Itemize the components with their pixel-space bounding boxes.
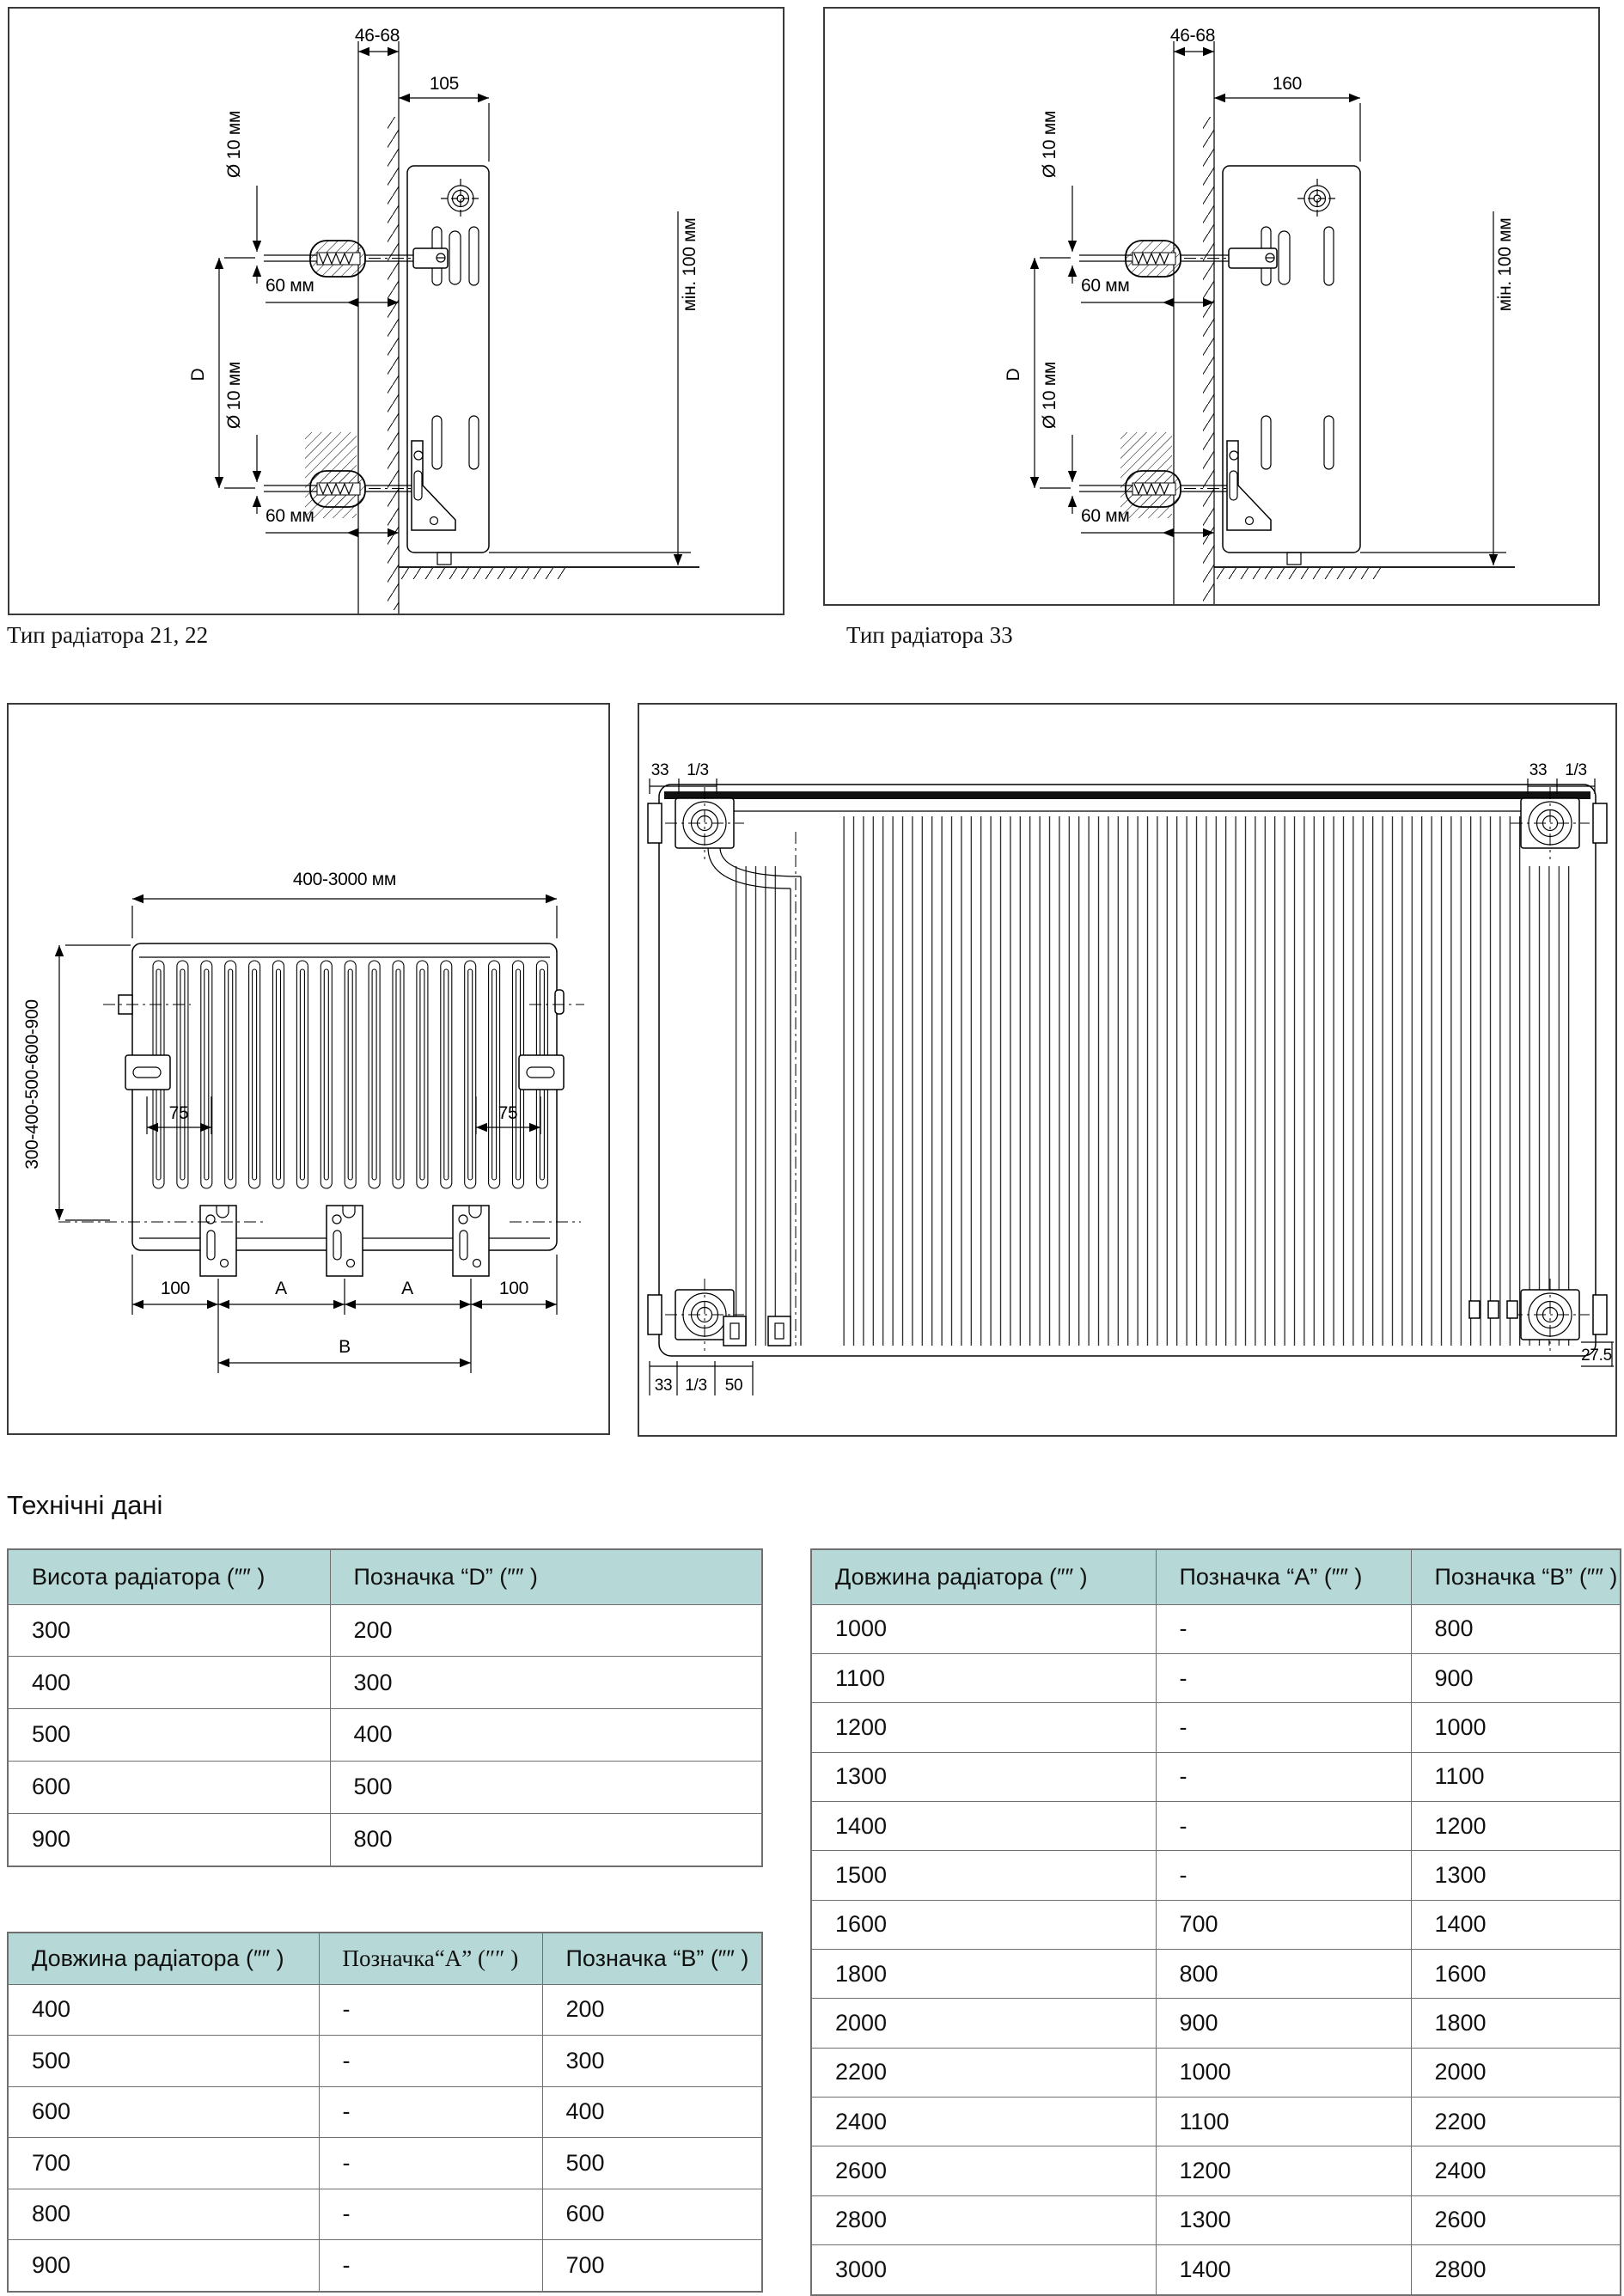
table-cell: 1100 (1156, 2098, 1411, 2146)
table-cell: - (319, 2036, 542, 2087)
table-row (8, 2240, 762, 2293)
table-cell: - (1156, 1653, 1411, 1702)
table-cell: 2200 (1411, 2098, 1621, 2146)
diagram-rear-view (638, 703, 1617, 1437)
table-cell: 900 (8, 2240, 319, 2293)
table-cell: 700 (1156, 1900, 1411, 1949)
dimension-label: A (401, 1279, 413, 1298)
dimension-label: Ø 10 мм (224, 361, 244, 430)
section-title: Технічні дані (7, 1490, 163, 1520)
table-row (811, 2245, 1621, 2295)
dimension-label: 75 (498, 1103, 518, 1123)
table-cell: 1400 (1411, 1900, 1621, 1949)
table-cell: 1300 (1411, 1851, 1621, 1900)
table-cell: 2200 (811, 2048, 1156, 2097)
table-cell: 1200 (1156, 2146, 1411, 2195)
table-cell: 900 (8, 1813, 330, 1866)
table-cell: 1800 (1411, 1999, 1621, 2048)
diagram-side-view-21-22 (8, 7, 785, 615)
diagram-side-view-33 (823, 7, 1600, 606)
dimension-label: 46-68 (354, 26, 400, 46)
column-header: Довжина радіатора (″″ ) (8, 1933, 319, 1984)
table-row (8, 2086, 762, 2138)
table-row (8, 1709, 762, 1762)
dimension-label: D (188, 368, 208, 382)
rear-view-drawing (638, 703, 1617, 1437)
column-header: Висота радіатора (″″ ) (8, 1549, 330, 1604)
table-cell: - (319, 2138, 542, 2189)
table-cell: 1000 (811, 1604, 1156, 1653)
table-cell: 400 (330, 1709, 762, 1762)
column-header: Позначка “D” (″″ ) (330, 1549, 762, 1604)
table-cell: - (319, 1984, 542, 2036)
table-cell: 400 (8, 1657, 330, 1709)
table-cell: - (319, 2189, 542, 2240)
caption-diagram-21-22: Тип радіатора 21, 22 (7, 622, 209, 648)
dimension-label: 300-400-500-600-900 (22, 999, 42, 1169)
table-row (811, 2195, 1621, 2244)
dimension-label: 100 (498, 1279, 529, 1298)
dimension-label: 60 мм (1081, 276, 1130, 296)
table-cell: 1000 (1156, 2048, 1411, 2097)
dimension-label: 400-3000 мм (292, 870, 397, 889)
table-cell: 1500 (811, 1851, 1156, 1900)
dimension-label: 1/3 (685, 1377, 707, 1395)
table-row (8, 1984, 762, 2036)
dimension-label: 1/3 (687, 761, 709, 779)
table-row (811, 1752, 1621, 1801)
table-cell: 1300 (811, 1752, 1156, 1801)
table-row (8, 2189, 762, 2240)
table-height-marks (7, 1548, 763, 1867)
table-length-marks-small (7, 1932, 763, 2293)
dimension-label: 50 (724, 1377, 743, 1395)
table-cell: 200 (330, 1604, 762, 1657)
table-cell: - (1156, 1604, 1411, 1653)
table-cell: 2400 (1411, 2146, 1621, 2195)
table-cell: 700 (542, 2240, 762, 2293)
dimension-label: Ø 10 мм (1040, 361, 1059, 430)
table-cell: 500 (8, 2036, 319, 2087)
dimension-label: 46-68 (1169, 26, 1216, 46)
table-cell: - (1156, 1801, 1411, 1850)
table-row (8, 1657, 762, 1709)
dimension-label: 33 (650, 761, 669, 779)
table-cell: 200 (542, 1984, 762, 2036)
dimension-label: 100 (160, 1279, 191, 1298)
dimension-label: 33 (654, 1377, 673, 1395)
dimension-label: Ø 10 мм (1040, 110, 1059, 179)
table-cell: 400 (8, 1984, 319, 2036)
table-cell: - (1156, 1703, 1411, 1752)
table-cell: 2800 (1411, 2245, 1621, 2295)
dimension-label: A (275, 1279, 287, 1298)
table-cell: 900 (1411, 1653, 1621, 1702)
dimension-label: 27.5 (1581, 1346, 1612, 1365)
table-cell: 1400 (1156, 2245, 1411, 2295)
dimension-label: D (1004, 368, 1023, 382)
dimension-label: 160 (1272, 74, 1303, 94)
table-cell: 700 (8, 2138, 319, 2189)
table-cell: - (1156, 1752, 1411, 1801)
table-cell: 2600 (811, 2146, 1156, 2195)
column-header: Позначка “А” (″″ ) (1156, 1549, 1411, 1604)
table-cell: - (1156, 1851, 1411, 1900)
dimension-label: B (339, 1337, 351, 1357)
table-cell: 500 (8, 1709, 330, 1762)
table-cell: 1200 (811, 1703, 1156, 1752)
side-view-33-drawing (823, 7, 1600, 606)
table-row (811, 1604, 1621, 1653)
table-cell: 1000 (1411, 1703, 1621, 1752)
table-row (8, 2138, 762, 2189)
table-cell: 1200 (1411, 1801, 1621, 1850)
side-view-21-22-drawing (8, 7, 785, 615)
dimension-label: 105 (429, 74, 460, 94)
table-cell: 800 (1156, 1950, 1411, 1999)
table-cell: - (319, 2240, 542, 2293)
table-cell: 600 (8, 2086, 319, 2138)
table-cell: 300 (542, 2036, 762, 2087)
table-row (811, 2098, 1621, 2146)
table-row (811, 1999, 1621, 2048)
table-row (8, 2036, 762, 2087)
table-cell: 300 (330, 1657, 762, 1709)
table-row (811, 1950, 1621, 1999)
column-header: Позначка “В” (″″ ) (1411, 1549, 1621, 1604)
table-row (811, 1703, 1621, 1752)
table-cell: 1600 (811, 1900, 1156, 1949)
dimension-label: Ø 10 мм (224, 110, 244, 179)
table-header-row (8, 1933, 762, 1984)
table-cell: 2600 (1411, 2195, 1621, 2244)
table-cell: 1400 (811, 1801, 1156, 1850)
caption-diagram-33: Тип радіатора 33 (846, 622, 1013, 648)
table-cell: 1100 (1411, 1752, 1621, 1801)
table-row (811, 1653, 1621, 1702)
table-cell: 2000 (1411, 2048, 1621, 2097)
table-cell: 1800 (811, 1950, 1156, 1999)
dimension-label: мін. 100 мм (680, 217, 699, 312)
dimension-label: 33 (1529, 761, 1548, 779)
table-cell: 400 (542, 2086, 762, 2138)
table-header-row (8, 1549, 762, 1604)
table-row (811, 1801, 1621, 1850)
diagram-front-view (7, 703, 610, 1435)
front-view-drawing (7, 703, 610, 1435)
table-row (8, 1604, 762, 1657)
column-header: Позначка“А” (″″ ) (319, 1933, 542, 1984)
table-cell: 600 (8, 1761, 330, 1813)
table-cell: 800 (1411, 1604, 1621, 1653)
table-cell: 3000 (811, 2245, 1156, 2295)
table-row (8, 1813, 762, 1866)
table-length-marks-large (810, 1548, 1621, 2296)
column-header: Позначка “В” (″″ ) (542, 1933, 762, 1984)
table-cell: 800 (330, 1813, 762, 1866)
dimension-label: 60 мм (266, 506, 314, 526)
table-row (811, 2048, 1621, 2097)
table-row (8, 1761, 762, 1813)
table-cell: 2800 (811, 2195, 1156, 2244)
table-cell: 500 (330, 1761, 762, 1813)
table-cell: - (319, 2086, 542, 2138)
table-cell: 1600 (1411, 1950, 1621, 1999)
table-row (811, 2146, 1621, 2195)
table-header-row (811, 1549, 1621, 1604)
dimension-label: мін. 100 мм (1495, 217, 1515, 312)
table-row (811, 1851, 1621, 1900)
table-cell: 900 (1156, 1999, 1411, 2048)
table-cell: 800 (8, 2189, 319, 2240)
table-cell: 300 (8, 1604, 330, 1657)
dimension-label: 60 мм (266, 276, 314, 296)
table-cell: 2400 (811, 2098, 1156, 2146)
table-cell: 600 (542, 2189, 762, 2240)
table-cell: 1300 (1156, 2195, 1411, 2244)
dimension-label: 60 мм (1081, 506, 1130, 526)
table-cell: 500 (542, 2138, 762, 2189)
table-row (811, 1900, 1621, 1949)
dimension-label: 75 (168, 1103, 189, 1123)
table-cell: 1100 (811, 1653, 1156, 1702)
table-cell: 2000 (811, 1999, 1156, 2048)
dimension-label: 1/3 (1565, 761, 1587, 779)
column-header: Довжина радіатора (″″ ) (811, 1549, 1156, 1604)
